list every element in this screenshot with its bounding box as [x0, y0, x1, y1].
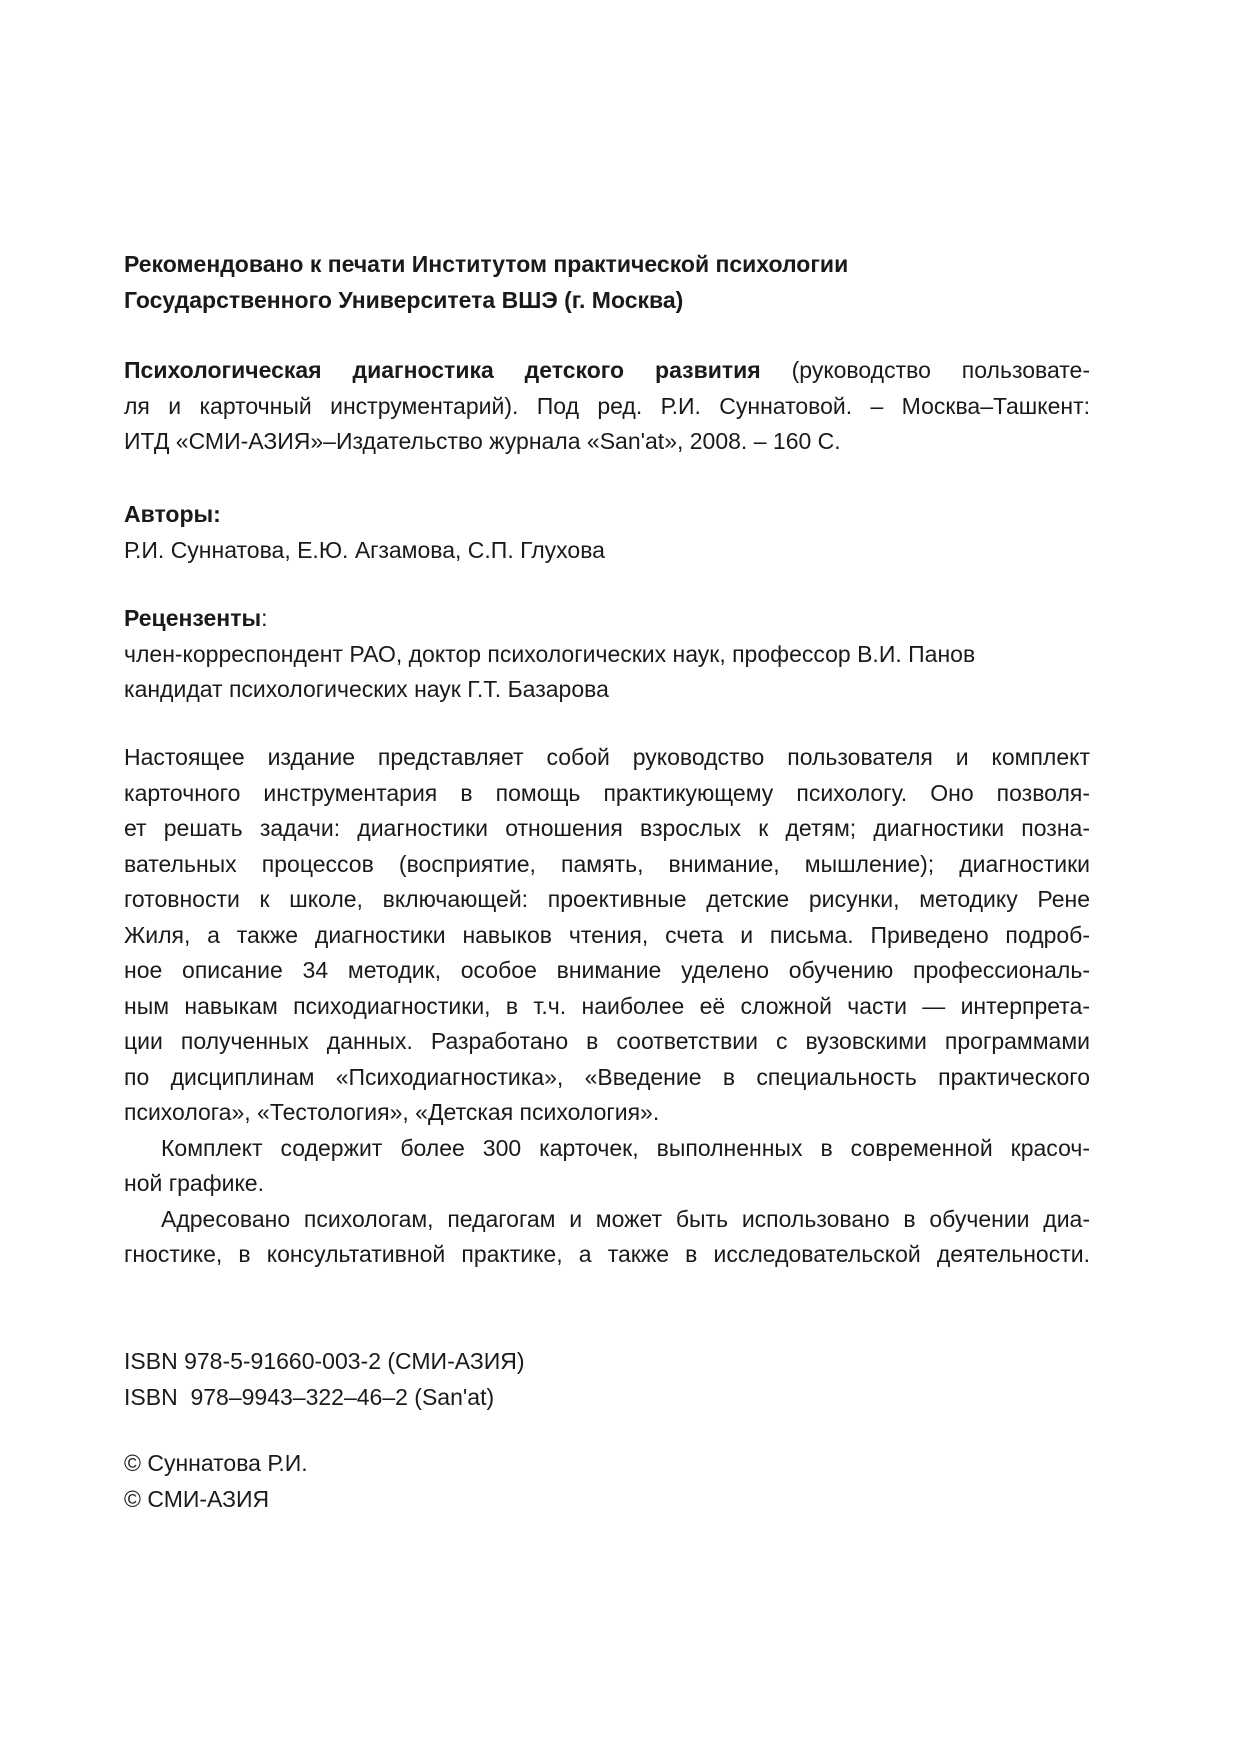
- abstract-line: вательных процессов (восприятие, память, внимание, мышление); диагностики: [124, 850, 1090, 877]
- abstract-line: по дисциплинам «Психодиагностика», «Введение в специальность практического: [124, 1063, 1090, 1090]
- abstract-line: карточного инструментария в помощь практикующему психологу. Оно позволя-: [124, 779, 1090, 806]
- isbn: ISBN 978–9943–322–46–2 (San'at): [124, 1383, 495, 1410]
- reviewer: член-корреспондент РАО, доктор психологических наук, профессор В.И. Панов: [124, 640, 976, 667]
- copyright: © СМИ-АЗИЯ: [124, 1485, 270, 1512]
- citation-line: [124, 353, 1090, 389]
- abstract-line: ное описание 34 методик, особое внимание уделено обучению профессиональ-: [124, 957, 1090, 983]
- abstract-line: гностике, в консультативной практике, а также в исследовательской деятельности.: [124, 1241, 1090, 1267]
- reviewers-heading: Рецензенты: [124, 605, 262, 631]
- abstract-line: ным навыкам психодиагностики, в т.ч. наиболее её сложной части — интерпрета-: [124, 992, 1090, 1019]
- isbn: ISBN 978-5-91660-003-2 (СМИ-АЗИЯ): [124, 1348, 525, 1374]
- recommendation-line: Государственного Университета ВШЭ (г. Москва): [124, 286, 684, 313]
- reviewers: [124, 601, 1090, 708]
- abstract-line: Комплект содержит более 300 карточек, выполненных в современной красоч-: [161, 1134, 1090, 1161]
- abstract-line: ет решать задачи: диагностики отношения взрослых к детям; диагностики позна-: [124, 815, 1090, 841]
- abstract-line: психолога», «Тестология», «Детская психология».: [124, 1099, 660, 1125]
- citation-text: (руководство пользовате-: [760, 357, 1091, 383]
- abstract-line: ции полученных данных. Разработано в соответствии с вузовскими программами: [124, 1028, 1090, 1054]
- abstract-line: Настоящее издание представляет собой руководство пользователя и комплект: [124, 744, 1090, 770]
- reviewer: кандидат психологических наук Г.Т. Базарова: [124, 676, 609, 702]
- book-title: Психологическая диагностика детского развития: [124, 357, 761, 383]
- abstract-line: готовности к школе, включающей: проективные детские рисунки, методику Рене: [124, 886, 1090, 912]
- reviewers-colon: :: [261, 605, 268, 631]
- recommendation-line: Рекомендовано к печати Институтом практической психологии: [124, 251, 849, 277]
- recommendation: [124, 247, 1090, 318]
- authors: [124, 497, 1090, 568]
- isbn-block: [124, 1344, 1090, 1415]
- abstract: [124, 740, 1090, 1273]
- authors-names: Р.И. Суннатова, Е.Ю. Агзамова, С.П. Глухова: [124, 536, 605, 563]
- citation-line: ля и карточный инструментарий). Под ред. Р.И. Суннатовой. – Москва–Ташкент:: [124, 392, 1090, 419]
- abstract-line: ной графике.: [124, 1170, 264, 1196]
- citation-line: ИТД «СМИ-АЗИЯ»–Издательство журнала «San'at», 2008. – 160 С.: [124, 428, 841, 454]
- abstract-line: Адресовано психологам, педагогам и может быть использовано в обучении диа-: [161, 1205, 1090, 1232]
- copyright: © Суннатова Р.И.: [124, 1450, 308, 1476]
- copyright-block: [124, 1446, 1090, 1517]
- authors-heading: Авторы:: [124, 501, 221, 527]
- abstract-line: Жиля, а также диагностики навыков чтения, счета и письма. Приведено подроб-: [124, 921, 1090, 948]
- citation: [124, 353, 1090, 460]
